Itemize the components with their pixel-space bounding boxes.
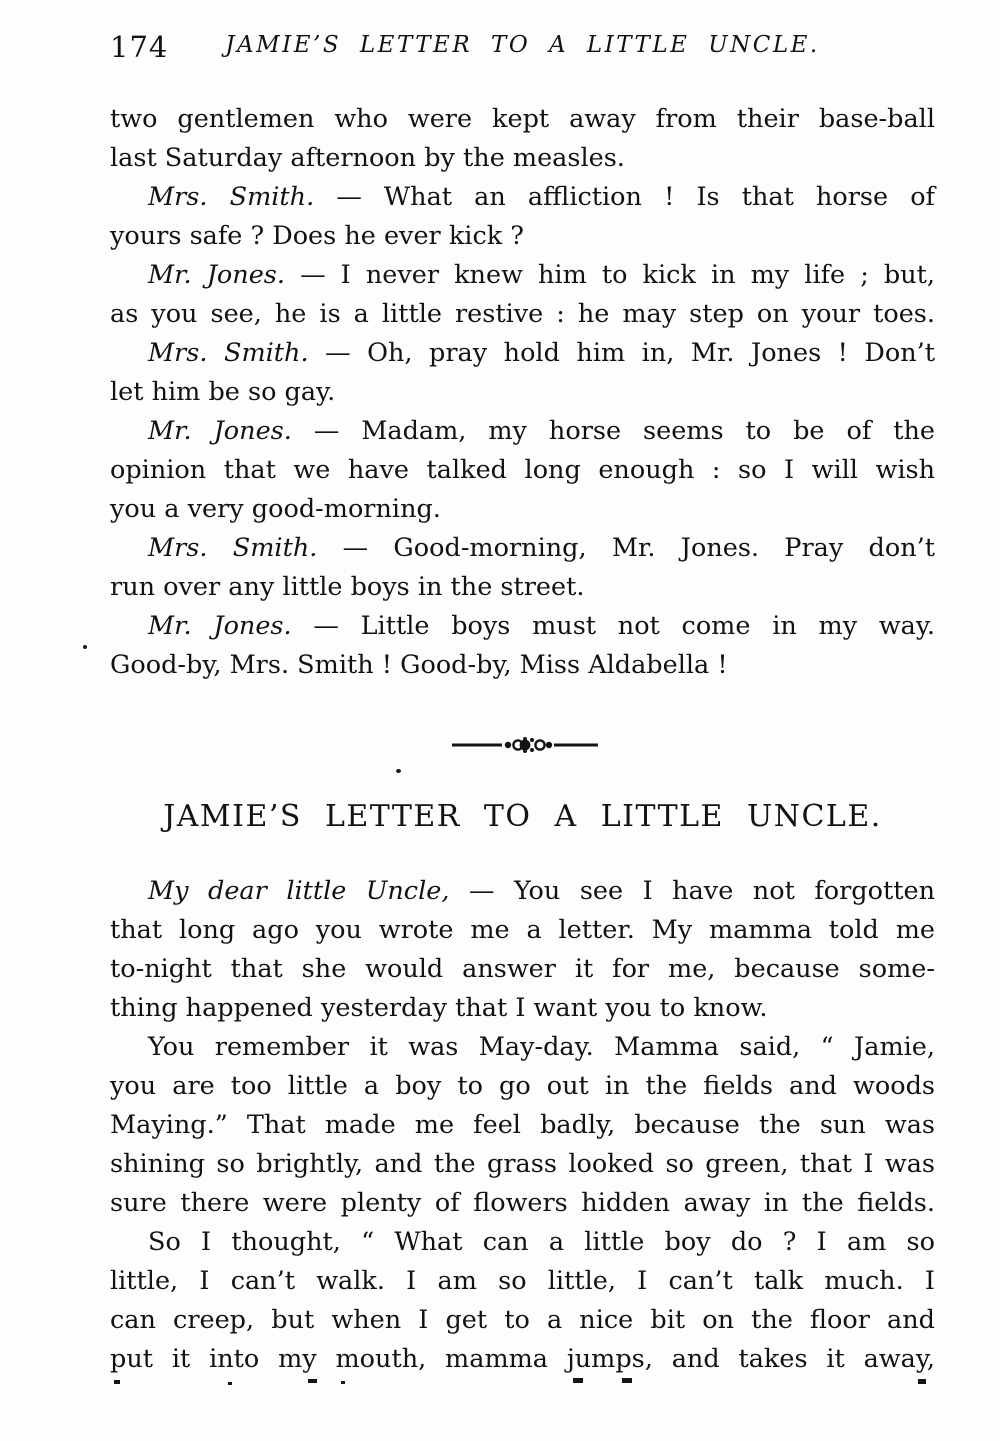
line-text: let him be so gay. <box>110 377 336 407</box>
text-line <box>110 646 935 685</box>
line-text: — I never knew him to kick in my life ; but, <box>284 260 935 290</box>
line-text: as you see, he is a little restive : he may step on your toes. <box>110 299 935 329</box>
line-text: sure there were plenty of flowers hidden away in the fields. <box>110 1188 935 1218</box>
line-text: two gentlemen who were kept away from their base-ball <box>110 104 935 134</box>
line-text: little, I can’t walk. I am so little, I can’t talk much. I <box>110 1266 935 1296</box>
text-line <box>110 1145 935 1184</box>
text-line <box>110 1301 935 1340</box>
speaker-name: Mrs. Smith. <box>148 338 309 368</box>
text-line <box>110 1028 935 1067</box>
line-text: you are too little a boy to go out in the fields and woods <box>110 1071 935 1101</box>
line-text: you a very good-morning. <box>110 494 441 524</box>
line-text: Good-by, Mrs. Smith ! Good-by, Miss Aldabella ! <box>110 650 728 680</box>
text-line <box>110 334 935 373</box>
text-line <box>110 217 935 256</box>
text-line <box>110 950 935 989</box>
text-line <box>110 373 935 412</box>
text-line <box>110 872 935 911</box>
line-text: yours safe ? Does he ever kick ? <box>110 221 524 251</box>
speaker-name: Mr. Jones. <box>148 260 285 290</box>
line-text: can creep, but when I get to a nice bit on the floor and <box>110 1305 935 1335</box>
line-text: Maying.” That made me feel badly, because the sun was <box>110 1110 935 1140</box>
line-text: — Madam, my horse seems to be of the <box>291 416 935 446</box>
text-line <box>110 607 935 646</box>
speaker-name: Mrs. Smith. <box>148 533 318 563</box>
line-text: run over any little boys in the street. <box>110 572 585 602</box>
speaker-name: Mr. Jones. <box>148 611 292 641</box>
line-text: put it into my mouth, mamma jumps, and takes it away, <box>110 1344 935 1374</box>
speaker-name: Mr. Jones. <box>148 416 292 446</box>
line-text: that long ago you wrote me a letter. My mamma told me <box>110 915 935 945</box>
line-text: — Good-morning, Mr. Jones. Pray don’t <box>317 533 935 563</box>
text-line <box>110 1223 935 1262</box>
text-line <box>110 1184 935 1223</box>
line-text: — What an affliction ! Is that horse of <box>314 182 935 212</box>
text-line <box>110 1067 935 1106</box>
text-line <box>110 989 935 1028</box>
section-title: JAMIE’S LETTER TO A LITTLE UNCLE. <box>163 799 882 834</box>
text-line <box>110 412 935 451</box>
line-text: opinion that we have talked long enough : so I will wish <box>110 455 935 485</box>
speaker-name: Mrs. Smith. <box>148 182 315 212</box>
scan-speck <box>396 769 401 773</box>
text-line <box>110 139 935 178</box>
text-line <box>110 295 935 334</box>
scan-speck <box>83 645 87 649</box>
line-text: thing happened yesterday that I want you to know. <box>110 993 768 1023</box>
text-line <box>110 1262 935 1301</box>
page-number: 174 <box>110 30 169 64</box>
line-text: — Oh, pray hold him in, Mr. Jones ! Don’t <box>308 338 935 368</box>
text-line <box>110 451 935 490</box>
text-line <box>110 529 935 568</box>
line-text: — Little boys must not come in my way. <box>291 611 935 641</box>
page-header <box>110 26 935 66</box>
dialogue-text-block <box>110 100 935 685</box>
text-line <box>110 911 935 950</box>
line-text: shining so brightly, and the grass looked so green, that I was <box>110 1149 935 1179</box>
text-line <box>110 178 935 217</box>
line-text: — You see I have not forgotten <box>449 876 935 906</box>
text-line <box>110 490 935 529</box>
section-divider-ornament-icon <box>452 734 598 756</box>
text-line <box>110 1340 935 1379</box>
line-text: to-night that she would answer it for me, because some- <box>110 954 935 984</box>
text-line <box>110 256 935 295</box>
line-text: So I thought, “ What can a little boy do ? I am so <box>148 1227 935 1257</box>
text-line <box>110 568 935 607</box>
line-text: You remember it was May-day. Mamma said, “ Jamie, <box>148 1032 935 1062</box>
letter-text-block <box>110 872 935 1379</box>
text-line <box>110 1106 935 1145</box>
line-text: last Saturday afternoon by the measles. <box>110 143 625 173</box>
salutation: My dear little Uncle, <box>148 876 450 906</box>
text-line <box>110 100 935 139</box>
running-head: JAMIE’S LETTER TO A LITTLE UNCLE. <box>225 32 820 58</box>
